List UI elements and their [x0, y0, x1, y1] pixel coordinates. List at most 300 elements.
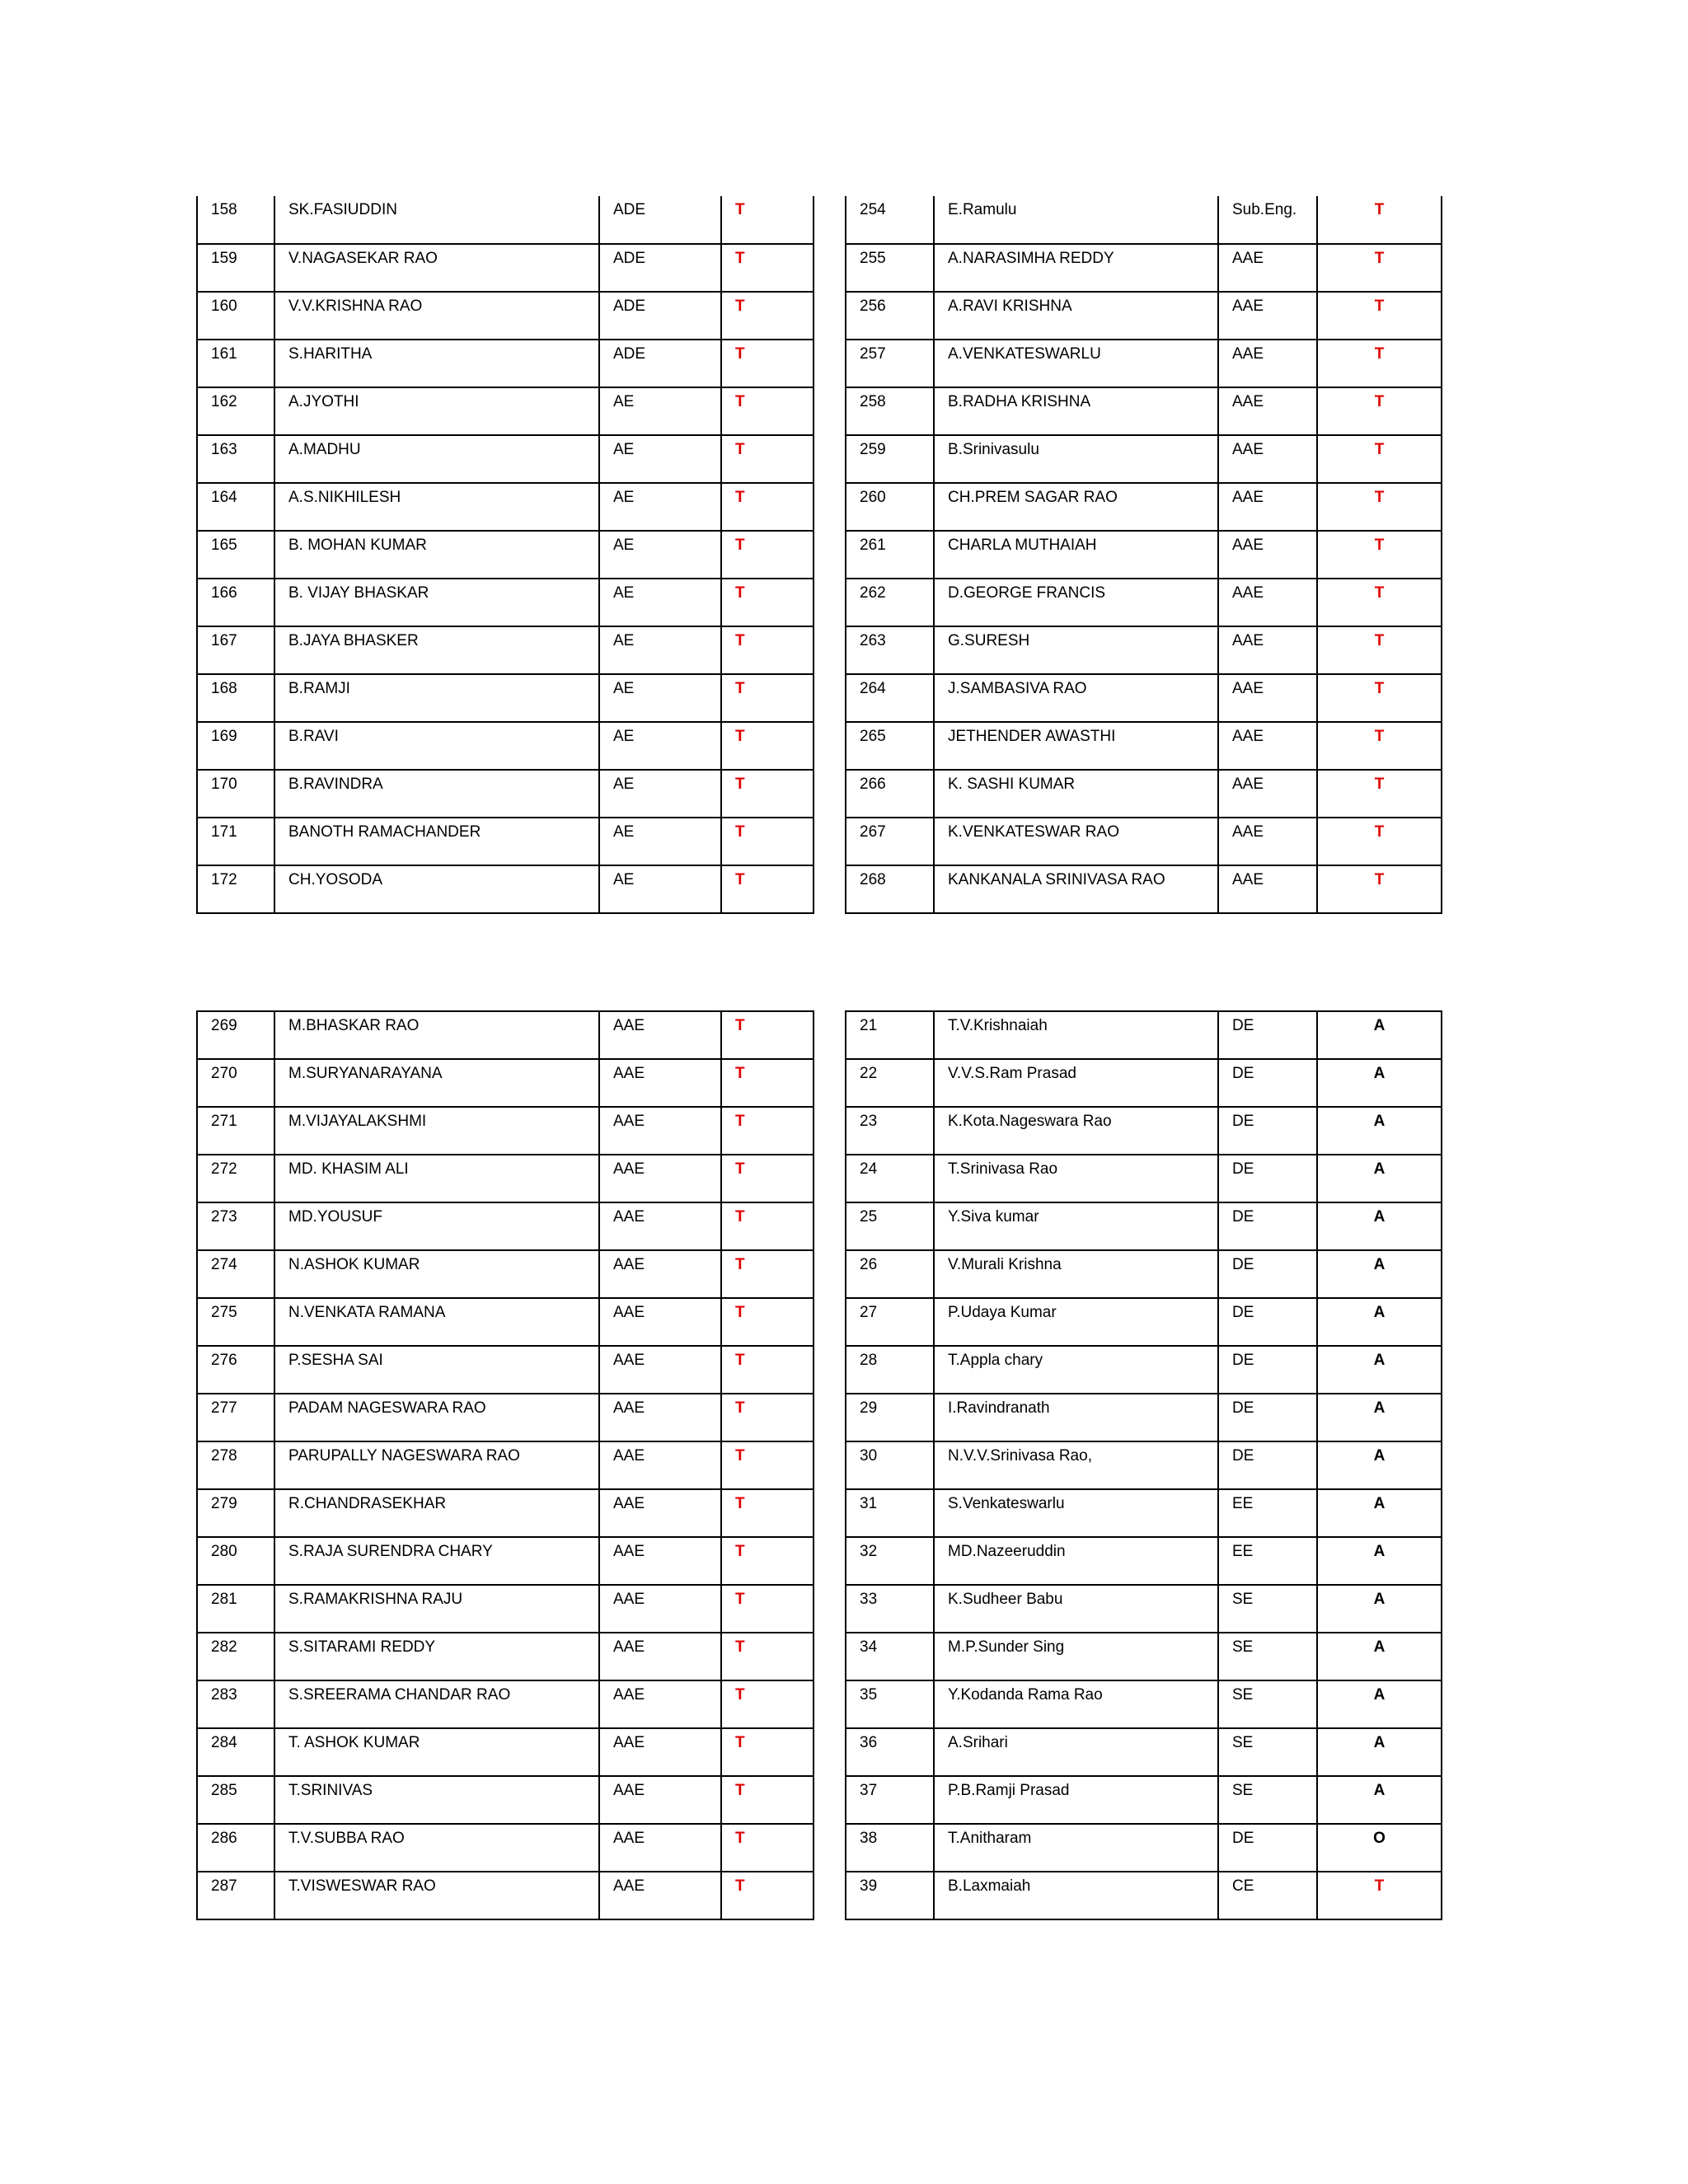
serial-number-cell: 29: [846, 1394, 934, 1441]
designation-cell: AAE: [599, 1202, 721, 1250]
designation-cell: AAE: [599, 1011, 721, 1059]
designation-cell: AE: [599, 387, 721, 435]
name-cell: M.SURYANARAYANA: [274, 1059, 599, 1107]
name-cell: CH.PREM SAGAR RAO: [934, 483, 1218, 531]
designation-cell: EE: [1218, 1537, 1317, 1585]
status-cell: T: [1317, 435, 1442, 483]
name-cell: CH.YOSODA: [274, 865, 599, 913]
table-row: [846, 1489, 1442, 1537]
serial-number-cell: 285: [197, 1776, 274, 1824]
status-cell: T: [721, 1633, 814, 1680]
serial-number-cell: 163: [197, 435, 274, 483]
name-cell: B.RAMJI: [274, 674, 599, 722]
table-row: [197, 1776, 814, 1824]
serial-number-cell: 262: [846, 579, 934, 626]
serial-number-cell: 168: [197, 674, 274, 722]
designation-cell: ADE: [599, 196, 721, 244]
name-cell: A.NARASIMHA REDDY: [934, 244, 1218, 292]
designation-cell: AAE: [1218, 244, 1317, 292]
designation-cell: AAE: [1218, 387, 1317, 435]
serial-number-cell: 259: [846, 435, 934, 483]
table-row: [197, 244, 814, 292]
table-row: [197, 1394, 814, 1441]
serial-number-cell: 165: [197, 531, 274, 579]
designation-cell: SE: [1218, 1633, 1317, 1680]
status-cell: T: [1317, 865, 1442, 913]
designation-cell: AAE: [1218, 579, 1317, 626]
status-cell: A: [1317, 1441, 1442, 1489]
status-cell: T: [721, 483, 814, 531]
status-cell: A: [1317, 1011, 1442, 1059]
designation-cell: AAE: [1218, 722, 1317, 770]
designation-cell: AAE: [1218, 865, 1317, 913]
name-cell: V.V.KRISHNA RAO: [274, 292, 599, 340]
serial-number-cell: 265: [846, 722, 934, 770]
status-cell: T: [721, 770, 814, 818]
serial-number-cell: 21: [846, 1011, 934, 1059]
serial-number-cell: 256: [846, 292, 934, 340]
name-cell: N.V.V.Srinivasa Rao,: [934, 1441, 1218, 1489]
designation-cell: AAE: [599, 1107, 721, 1155]
designation-cell: AAE: [599, 1489, 721, 1537]
table-row: [846, 674, 1442, 722]
designation-cell: DE: [1218, 1394, 1317, 1441]
designation-cell: AAE: [599, 1585, 721, 1633]
designation-cell: AAE: [1218, 483, 1317, 531]
designation-cell: DE: [1218, 1250, 1317, 1298]
designation-cell: DE: [1218, 1059, 1317, 1107]
name-cell: G.SURESH: [934, 626, 1218, 674]
serial-number-cell: 24: [846, 1155, 934, 1202]
status-cell: T: [721, 1155, 814, 1202]
name-cell: S.Venkateswarlu: [934, 1489, 1218, 1537]
status-cell: T: [1317, 244, 1442, 292]
designation-cell: ADE: [599, 292, 721, 340]
name-cell: T.Anitharam: [934, 1824, 1218, 1872]
serial-number-cell: 279: [197, 1489, 274, 1537]
name-cell: P.SESHA SAI: [274, 1346, 599, 1394]
status-cell: T: [1317, 483, 1442, 531]
serial-number-cell: 166: [197, 579, 274, 626]
status-cell: T: [721, 340, 814, 387]
designation-cell: DE: [1218, 1202, 1317, 1250]
status-cell: T: [721, 1872, 814, 1919]
table-row: [846, 1250, 1442, 1298]
serial-number-cell: 23: [846, 1107, 934, 1155]
table-row: [846, 1441, 1442, 1489]
status-cell: T: [1317, 626, 1442, 674]
table-row: [197, 340, 814, 387]
status-cell: T: [721, 1489, 814, 1537]
table-row: [197, 1537, 814, 1585]
status-cell: T: [721, 244, 814, 292]
table-row: [197, 770, 814, 818]
table-row: [846, 1394, 1442, 1441]
status-cell: A: [1317, 1633, 1442, 1680]
designation-cell: DE: [1218, 1441, 1317, 1489]
serial-number-cell: 159: [197, 244, 274, 292]
serial-number-cell: 34: [846, 1633, 934, 1680]
name-cell: R.CHANDRASEKHAR: [274, 1489, 599, 1537]
status-cell: T: [721, 865, 814, 913]
table-row: [197, 435, 814, 483]
name-cell: B.RADHA KRISHNA: [934, 387, 1218, 435]
name-cell: S.RAJA SURENDRA CHARY: [274, 1537, 599, 1585]
status-cell: T: [721, 1107, 814, 1155]
name-cell: MD.Nazeeruddin: [934, 1537, 1218, 1585]
name-cell: I.Ravindranath: [934, 1394, 1218, 1441]
serial-number-cell: 258: [846, 387, 934, 435]
table-row: [846, 1585, 1442, 1633]
serial-number-cell: 170: [197, 770, 274, 818]
status-cell: T: [1317, 340, 1442, 387]
status-cell: T: [721, 1728, 814, 1776]
name-cell: S.RAMAKRISHNA RAJU: [274, 1585, 599, 1633]
status-cell: T: [1317, 292, 1442, 340]
designation-cell: AAE: [599, 1441, 721, 1489]
table-row: [846, 1298, 1442, 1346]
serial-number-cell: 254: [846, 196, 934, 244]
designation-cell: EE: [1218, 1489, 1317, 1537]
designation-cell: AAE: [1218, 770, 1317, 818]
name-cell: A.JYOTHI: [274, 387, 599, 435]
serial-number-cell: 270: [197, 1059, 274, 1107]
serial-number-cell: 162: [197, 387, 274, 435]
serial-number-cell: 263: [846, 626, 934, 674]
table-row: [846, 1872, 1442, 1919]
table-row: [197, 1155, 814, 1202]
table-row: [846, 1059, 1442, 1107]
designation-cell: AAE: [1218, 531, 1317, 579]
table-row: [846, 626, 1442, 674]
serial-number-cell: 164: [197, 483, 274, 531]
status-cell: A: [1317, 1537, 1442, 1585]
name-cell: S.SITARAMI REDDY: [274, 1633, 599, 1680]
name-cell: K.VENKATESWAR RAO: [934, 818, 1218, 865]
designation-cell: ADE: [599, 340, 721, 387]
designation-cell: AE: [599, 435, 721, 483]
serial-number-cell: 25: [846, 1202, 934, 1250]
name-cell: B.Srinivasulu: [934, 435, 1218, 483]
table-row: [197, 531, 814, 579]
designation-cell: DE: [1218, 1155, 1317, 1202]
table-row: [197, 626, 814, 674]
designation-cell: AE: [599, 579, 721, 626]
table-row: [197, 1059, 814, 1107]
serial-number-cell: 160: [197, 292, 274, 340]
designation-cell: AAE: [599, 1346, 721, 1394]
name-cell: K.Sudheer Babu: [934, 1585, 1218, 1633]
designation-cell: SE: [1218, 1680, 1317, 1728]
status-cell: A: [1317, 1059, 1442, 1107]
table-row: [846, 340, 1442, 387]
status-cell: A: [1317, 1202, 1442, 1250]
serial-number-cell: 286: [197, 1824, 274, 1872]
serial-number-cell: 266: [846, 770, 934, 818]
status-cell: T: [721, 722, 814, 770]
serial-number-cell: 278: [197, 1441, 274, 1489]
status-cell: T: [721, 1441, 814, 1489]
staff-table-bottom-left: [196, 1010, 814, 1920]
name-cell: V.Murali Krishna: [934, 1250, 1218, 1298]
name-cell: V.V.S.Ram Prasad: [934, 1059, 1218, 1107]
table-row: [197, 1633, 814, 1680]
name-cell: KANKANALA SRINIVASA RAO: [934, 865, 1218, 913]
table-row: [197, 674, 814, 722]
designation-cell: AAE: [599, 1298, 721, 1346]
status-cell: T: [1317, 674, 1442, 722]
name-cell: T. ASHOK KUMAR: [274, 1728, 599, 1776]
status-cell: T: [721, 1585, 814, 1633]
serial-number-cell: 33: [846, 1585, 934, 1633]
designation-cell: AE: [599, 531, 721, 579]
status-cell: T: [721, 1394, 814, 1441]
serial-number-cell: 277: [197, 1394, 274, 1441]
serial-number-cell: 284: [197, 1728, 274, 1776]
name-cell: A.VENKATESWARLU: [934, 340, 1218, 387]
name-cell: JETHENDER AWASTHI: [934, 722, 1218, 770]
designation-cell: SE: [1218, 1776, 1317, 1824]
designation-cell: DE: [1218, 1346, 1317, 1394]
name-cell: B.JAYA BHASKER: [274, 626, 599, 674]
name-cell: A.S.NIKHILESH: [274, 483, 599, 531]
table-row: [197, 818, 814, 865]
serial-number-cell: 171: [197, 818, 274, 865]
status-cell: T: [721, 1250, 814, 1298]
table-row: [197, 1011, 814, 1059]
status-cell: A: [1317, 1107, 1442, 1155]
status-cell: T: [721, 531, 814, 579]
table-row: [846, 483, 1442, 531]
serial-number-cell: 260: [846, 483, 934, 531]
designation-cell: AAE: [599, 1633, 721, 1680]
designation-cell: AAE: [1218, 340, 1317, 387]
serial-number-cell: 267: [846, 818, 934, 865]
table-row: [197, 865, 814, 913]
staff-table-top-left: [196, 196, 814, 914]
designation-cell: DE: [1218, 1824, 1317, 1872]
table-row: [197, 1250, 814, 1298]
table-row: [197, 1107, 814, 1155]
table-row: [846, 579, 1442, 626]
table-row: [846, 292, 1442, 340]
name-cell: N.VENKATA RAMANA: [274, 1298, 599, 1346]
designation-cell: AAE: [1218, 674, 1317, 722]
serial-number-cell: 36: [846, 1728, 934, 1776]
table-row: [846, 865, 1442, 913]
designation-cell: SE: [1218, 1728, 1317, 1776]
name-cell: Y.Siva kumar: [934, 1202, 1218, 1250]
name-cell: K. SASHI KUMAR: [934, 770, 1218, 818]
status-cell: T: [721, 1346, 814, 1394]
status-cell: T: [1317, 579, 1442, 626]
status-cell: T: [1317, 531, 1442, 579]
table-row: [197, 1202, 814, 1250]
table-row: [846, 818, 1442, 865]
serial-number-cell: 287: [197, 1872, 274, 1919]
table-row: [846, 387, 1442, 435]
designation-cell: AE: [599, 818, 721, 865]
serial-number-cell: 39: [846, 1872, 934, 1919]
serial-number-cell: 281: [197, 1585, 274, 1633]
name-cell: A.Srihari: [934, 1728, 1218, 1776]
status-cell: A: [1317, 1728, 1442, 1776]
table-row: [197, 387, 814, 435]
table-row: [197, 1441, 814, 1489]
name-cell: Y.Kodanda Rama Rao: [934, 1680, 1218, 1728]
status-cell: T: [721, 435, 814, 483]
table-row: [197, 292, 814, 340]
serial-number-cell: 37: [846, 1776, 934, 1824]
designation-cell: AAE: [599, 1872, 721, 1919]
status-cell: T: [1317, 818, 1442, 865]
name-cell: T.Srinivasa Rao: [934, 1155, 1218, 1202]
table-row: [846, 196, 1442, 244]
table-row: [197, 1824, 814, 1872]
name-cell: T.V.SUBBA RAO: [274, 1824, 599, 1872]
name-cell: CHARLA MUTHAIAH: [934, 531, 1218, 579]
name-cell: PADAM NAGESWARA RAO: [274, 1394, 599, 1441]
serial-number-cell: 273: [197, 1202, 274, 1250]
designation-cell: DE: [1218, 1298, 1317, 1346]
status-cell: A: [1317, 1394, 1442, 1441]
name-cell: MD.YOUSUF: [274, 1202, 599, 1250]
name-cell: M.P.Sunder Sing: [934, 1633, 1218, 1680]
status-cell: T: [721, 1680, 814, 1728]
designation-cell: AAE: [599, 1250, 721, 1298]
table-row: [197, 1585, 814, 1633]
status-cell: T: [721, 579, 814, 626]
serial-number-cell: 35: [846, 1680, 934, 1728]
designation-cell: CE: [1218, 1872, 1317, 1919]
status-cell: T: [721, 1776, 814, 1824]
serial-number-cell: 38: [846, 1824, 934, 1872]
designation-cell: AAE: [599, 1059, 721, 1107]
table-row: [846, 1155, 1442, 1202]
designation-cell: DE: [1218, 1011, 1317, 1059]
name-cell: E.Ramulu: [934, 196, 1218, 244]
name-cell: PARUPALLY NAGESWARA RAO: [274, 1441, 599, 1489]
name-cell: J.SAMBASIVA RAO: [934, 674, 1218, 722]
status-cell: T: [721, 626, 814, 674]
status-cell: A: [1317, 1585, 1442, 1633]
designation-cell: AE: [599, 770, 721, 818]
status-cell: T: [721, 1011, 814, 1059]
status-cell: O: [1317, 1824, 1442, 1872]
status-cell: T: [721, 196, 814, 244]
status-cell: T: [721, 387, 814, 435]
table-row: [846, 722, 1442, 770]
designation-cell: AAE: [599, 1728, 721, 1776]
table-row: [197, 1872, 814, 1919]
table-row: [846, 1537, 1442, 1585]
name-cell: B.Laxmaiah: [934, 1872, 1218, 1919]
name-cell: M.BHASKAR RAO: [274, 1011, 599, 1059]
designation-cell: AAE: [599, 1537, 721, 1585]
status-cell: A: [1317, 1489, 1442, 1537]
name-cell: K.Kota.Nageswara Rao: [934, 1107, 1218, 1155]
status-cell: T: [721, 1202, 814, 1250]
table-row: [846, 435, 1442, 483]
table-row: [197, 483, 814, 531]
designation-cell: AAE: [599, 1776, 721, 1824]
name-cell: P.Udaya Kumar: [934, 1298, 1218, 1346]
designation-cell: ADE: [599, 244, 721, 292]
table-row: [197, 1728, 814, 1776]
serial-number-cell: 271: [197, 1107, 274, 1155]
serial-number-cell: 268: [846, 865, 934, 913]
table-row: [846, 1776, 1442, 1824]
serial-number-cell: 31: [846, 1489, 934, 1537]
table-row: [846, 1346, 1442, 1394]
designation-cell: AAE: [1218, 818, 1317, 865]
designation-cell: AAE: [599, 1155, 721, 1202]
status-cell: T: [1317, 770, 1442, 818]
name-cell: S.HARITHA: [274, 340, 599, 387]
table-row: [197, 1346, 814, 1394]
designation-cell: Sub.Eng.: [1218, 196, 1317, 244]
designation-cell: AAE: [599, 1824, 721, 1872]
serial-number-cell: 158: [197, 196, 274, 244]
status-cell: T: [1317, 387, 1442, 435]
name-cell: A.RAVI KRISHNA: [934, 292, 1218, 340]
serial-number-cell: 27: [846, 1298, 934, 1346]
name-cell: B.RAVINDRA: [274, 770, 599, 818]
table-row: [197, 196, 814, 244]
serial-number-cell: 169: [197, 722, 274, 770]
designation-cell: AE: [599, 483, 721, 531]
serial-number-cell: 22: [846, 1059, 934, 1107]
serial-number-cell: 283: [197, 1680, 274, 1728]
name-cell: V.NAGASEKAR RAO: [274, 244, 599, 292]
designation-cell: DE: [1218, 1107, 1317, 1155]
name-cell: N.ASHOK KUMAR: [274, 1250, 599, 1298]
status-cell: A: [1317, 1250, 1442, 1298]
name-cell: A.MADHU: [274, 435, 599, 483]
table-row: [846, 244, 1442, 292]
table-row: [846, 1680, 1442, 1728]
name-cell: BANOTH RAMACHANDER: [274, 818, 599, 865]
status-cell: A: [1317, 1298, 1442, 1346]
serial-number-cell: 172: [197, 865, 274, 913]
name-cell: T.SRINIVAS: [274, 1776, 599, 1824]
status-cell: T: [721, 292, 814, 340]
serial-number-cell: 32: [846, 1537, 934, 1585]
serial-number-cell: 257: [846, 340, 934, 387]
designation-cell: AAE: [599, 1680, 721, 1728]
status-cell: A: [1317, 1680, 1442, 1728]
table-row: [846, 1202, 1442, 1250]
serial-number-cell: 161: [197, 340, 274, 387]
table-row: [846, 1728, 1442, 1776]
designation-cell: AE: [599, 626, 721, 674]
designation-cell: AAE: [1218, 292, 1317, 340]
serial-number-cell: 264: [846, 674, 934, 722]
table-row: [197, 722, 814, 770]
status-cell: T: [721, 1824, 814, 1872]
designation-cell: AE: [599, 865, 721, 913]
table-row: [197, 1298, 814, 1346]
table-row: [197, 579, 814, 626]
status-cell: T: [721, 1059, 814, 1107]
status-cell: A: [1317, 1346, 1442, 1394]
designation-cell: AAE: [599, 1394, 721, 1441]
name-cell: B. MOHAN KUMAR: [274, 531, 599, 579]
serial-number-cell: 272: [197, 1155, 274, 1202]
serial-number-cell: 255: [846, 244, 934, 292]
status-cell: A: [1317, 1776, 1442, 1824]
serial-number-cell: 280: [197, 1537, 274, 1585]
